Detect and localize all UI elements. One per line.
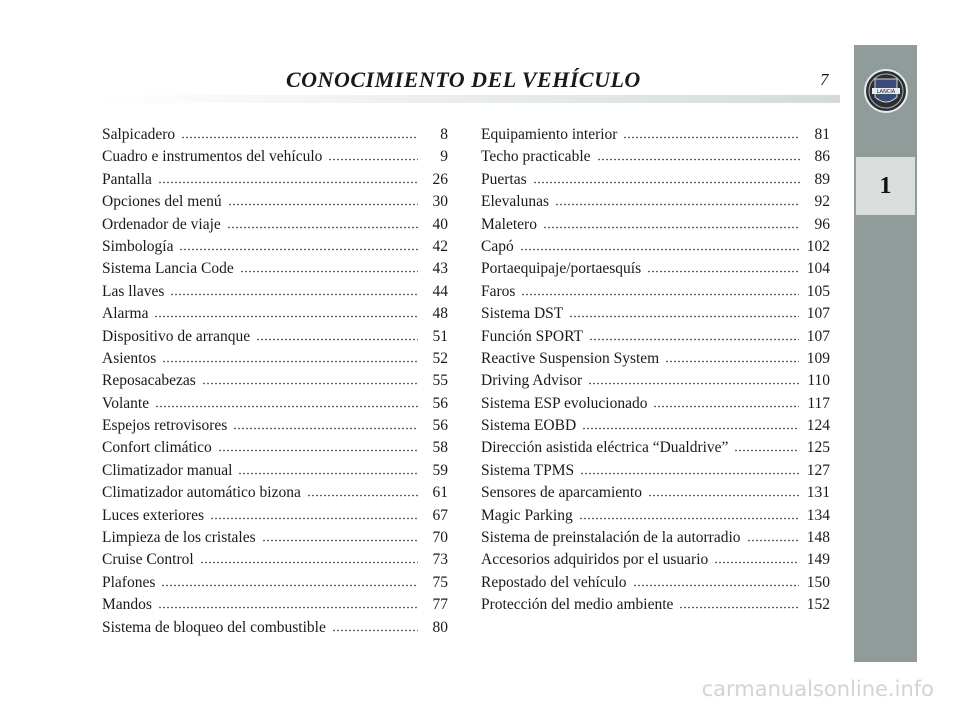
toc-entry-page: 117 <box>807 394 830 412</box>
toc-entry-label: Confort climático <box>102 439 212 457</box>
toc-entry <box>102 258 448 280</box>
toc-entry-label: Techo practicable <box>481 148 591 166</box>
toc-entry-label: Las llaves <box>102 282 165 300</box>
toc-entry-label: Magic Parking <box>481 506 573 524</box>
toc-entry-page: 92 <box>814 193 830 211</box>
toc-entry-page: 42 <box>432 237 448 255</box>
toc-entry-page: 44 <box>432 282 448 300</box>
toc-entry-label: Luces exteriores <box>102 506 204 524</box>
toc-entry <box>102 214 448 236</box>
dot-leader <box>588 371 799 385</box>
dot-leader <box>202 371 418 385</box>
toc-entry-page: 131 <box>806 484 830 502</box>
toc-entry-label: Sistema de preinstalación de la autorradio <box>481 529 741 547</box>
toc-entry-page: 9 <box>440 148 448 166</box>
dot-leader <box>240 259 418 273</box>
toc-entry <box>102 169 448 191</box>
toc-entry <box>481 505 830 527</box>
toc-entry-label: Alarma <box>102 305 149 323</box>
dot-leader <box>200 550 418 564</box>
toc-entry-label: Sistema DST <box>481 305 564 323</box>
toc-entry-label: Asientos <box>102 349 157 367</box>
toc-entry <box>481 482 830 504</box>
toc-entry-label: Repostado del vehículo <box>481 573 627 591</box>
dot-leader <box>210 506 418 520</box>
toc-entry-page: 148 <box>806 529 830 547</box>
toc-entry-label: Climatizador manual <box>102 461 233 479</box>
toc-entry-page: 150 <box>806 573 830 591</box>
toc-entry-label: Volante <box>102 394 150 412</box>
toc-entry <box>481 415 830 437</box>
dot-leader <box>582 416 799 430</box>
toc-entry <box>102 348 448 370</box>
toc-entry-page: 110 <box>807 372 830 390</box>
toc-entry-label: Capó <box>481 237 514 255</box>
toc-entry <box>481 326 830 348</box>
dot-leader <box>679 595 798 609</box>
toc-entry <box>481 258 830 280</box>
toc-entry-label: Dispositivo de arranque <box>102 327 251 345</box>
toc-entry-page: 67 <box>432 506 448 524</box>
dot-leader <box>734 438 798 452</box>
toc-entry-label: Mandos <box>102 596 152 614</box>
toc-entry-page: 55 <box>432 372 448 390</box>
dot-leader <box>307 483 418 497</box>
header-rule <box>100 95 840 103</box>
toc-entry-page: 77 <box>432 596 448 614</box>
toc-entry-page: 70 <box>432 529 448 547</box>
dot-leader <box>179 237 418 251</box>
toc-entry-label: Pantalla <box>102 170 152 188</box>
page-title: CONOCIMIENTO DEL VEHÍCULO <box>286 67 641 92</box>
chapter-number: 1 <box>856 157 915 215</box>
toc-entry <box>102 393 448 415</box>
dot-leader <box>665 349 799 363</box>
toc-entry-page: 105 <box>806 282 830 300</box>
toc-entry-page: 102 <box>806 237 830 255</box>
dot-leader <box>569 304 799 318</box>
page-number: 7 <box>820 70 829 89</box>
dot-leader <box>158 595 418 609</box>
toc-entry-page: 107 <box>806 305 830 323</box>
dot-leader <box>332 618 418 632</box>
toc-entry-label: Sistema Lancia Code <box>102 260 234 278</box>
dot-leader <box>653 394 799 408</box>
dot-leader <box>623 125 800 139</box>
toc-entry-page: 124 <box>806 417 830 435</box>
dot-leader <box>238 461 418 475</box>
toc-entry-page: 51 <box>432 327 448 345</box>
toc-entry-label: Plafones <box>102 573 156 591</box>
toc-entry-page: 104 <box>806 260 830 278</box>
toc-entry-page: 89 <box>814 170 830 188</box>
toc-right-column <box>481 124 830 617</box>
toc-entry-label: Sistema de bloqueo del combustible <box>102 618 326 636</box>
toc-entry-page: 127 <box>806 461 830 479</box>
lancia-logo-icon <box>863 67 909 115</box>
toc-entry <box>481 214 830 236</box>
toc-entry <box>102 326 448 348</box>
toc-entry <box>102 281 448 303</box>
dot-leader <box>648 483 799 497</box>
dot-leader <box>256 327 418 341</box>
toc-entry-label: Maletero <box>481 215 537 233</box>
toc-entry-page: 59 <box>432 461 448 479</box>
dot-leader <box>154 304 418 318</box>
toc-entry-page: 58 <box>432 439 448 457</box>
toc-entry-label: Cuadro e instrumentos del vehículo <box>102 148 323 166</box>
toc-entry-label: Reposacabezas <box>102 372 196 390</box>
dot-leader <box>579 506 799 520</box>
dot-leader <box>328 147 418 161</box>
toc-entry <box>481 460 830 482</box>
svg-text:LANCIA: LANCIA <box>876 89 896 95</box>
dot-leader <box>170 282 418 296</box>
dot-leader <box>218 438 418 452</box>
toc-entry-page: 134 <box>806 506 830 524</box>
toc-entry-page: 30 <box>432 193 448 211</box>
toc-entry-page: 109 <box>806 349 830 367</box>
toc-entry-page: 56 <box>432 394 448 412</box>
dot-leader <box>228 192 418 206</box>
toc-entry <box>481 146 830 168</box>
dot-leader <box>714 550 798 564</box>
toc-entry <box>481 393 830 415</box>
toc-entry <box>102 146 448 168</box>
watermark: carmanualsonline.info <box>701 677 934 701</box>
toc-entry-label: Accesorios adquiridos por el usuario <box>481 551 709 569</box>
toc-entry-label: Driving Advisor <box>481 372 583 390</box>
toc-entry <box>481 169 830 191</box>
dot-leader <box>555 192 800 206</box>
toc-entry-label: Dirección asistida eléctrica “Dualdrive” <box>481 439 729 457</box>
toc-entry <box>481 594 830 616</box>
toc-entry <box>102 549 448 571</box>
toc-entry <box>481 124 830 146</box>
toc-entry <box>102 527 448 549</box>
toc-entry-page: 43 <box>432 260 448 278</box>
toc-entry <box>481 370 830 392</box>
dot-leader <box>181 125 418 139</box>
dot-leader <box>633 573 799 587</box>
toc-entry-label: Elevalunas <box>481 193 550 211</box>
toc-left-column <box>102 124 448 639</box>
toc-entry-label: Espejos retrovisores <box>102 417 228 435</box>
dot-leader <box>533 170 800 184</box>
toc-entry <box>481 572 830 594</box>
toc-entry-page: 48 <box>432 305 448 323</box>
toc-entry-label: Puertas <box>481 170 527 188</box>
toc-entry-page: 8 <box>440 126 448 143</box>
toc-entry-page: 73 <box>432 551 448 569</box>
toc-entry <box>481 549 830 571</box>
toc-entry <box>481 191 830 213</box>
chapter-side-tab <box>854 45 917 662</box>
toc-entry-label: Faros <box>481 282 516 300</box>
toc-entry <box>481 348 830 370</box>
toc-entry-label: Salpicadero <box>102 126 176 143</box>
toc-entry <box>102 594 448 616</box>
toc-entry <box>481 303 830 325</box>
toc-entry-page: 61 <box>432 484 448 502</box>
toc-entry <box>102 482 448 504</box>
dot-leader <box>162 349 418 363</box>
toc-entry-page: 107 <box>806 327 830 345</box>
toc-entry-label: Cruise Control <box>102 551 194 569</box>
toc-entry <box>481 281 830 303</box>
dot-leader <box>521 282 798 296</box>
toc-entry-label: Equipamiento interior <box>481 126 618 143</box>
toc-entry-page: 26 <box>432 170 448 188</box>
dot-leader <box>543 215 800 229</box>
toc-entry-label: Protección del medio ambiente <box>481 596 674 614</box>
toc-entry-label: Opciones del menú <box>102 193 222 211</box>
toc-entry-page: 149 <box>806 551 830 569</box>
toc-entry <box>481 527 830 549</box>
toc-entry-page: 75 <box>432 573 448 591</box>
dot-leader <box>580 461 799 475</box>
toc-entry-label: Limpieza de los cristales <box>102 529 256 547</box>
toc-entry-page: 96 <box>814 215 830 233</box>
dot-leader <box>589 327 799 341</box>
dot-leader <box>158 170 418 184</box>
toc-entry <box>102 505 448 527</box>
dot-leader <box>597 147 801 161</box>
toc-entry-label: Ordenador de viaje <box>102 215 221 233</box>
toc-entry <box>102 415 448 437</box>
toc-entry <box>102 617 448 639</box>
toc-entry-label: Simbología <box>102 237 174 255</box>
toc-entry-page: 56 <box>432 417 448 435</box>
toc-entry-page: 80 <box>432 618 448 636</box>
toc-entry-label: Reactive Suspension System <box>481 349 660 367</box>
dot-leader <box>262 528 418 542</box>
toc-entry <box>102 370 448 392</box>
toc-entry-page: 81 <box>814 126 830 143</box>
dot-leader <box>155 394 418 408</box>
toc-entry <box>102 303 448 325</box>
toc-entry <box>102 437 448 459</box>
dot-leader <box>647 259 799 273</box>
toc-entry <box>102 460 448 482</box>
toc-entry-page: 52 <box>432 349 448 367</box>
dot-leader <box>161 573 418 587</box>
toc-entry <box>481 236 830 258</box>
dot-leader <box>227 215 418 229</box>
toc-entry-page: 125 <box>806 439 830 457</box>
toc-entry-label: Climatizador automático bizona <box>102 484 301 502</box>
toc-entry-label: Función SPORT <box>481 327 583 345</box>
toc-entry-label: Portaequipaje/portaesquís <box>481 260 642 278</box>
dot-leader <box>520 237 799 251</box>
dot-leader <box>233 416 418 430</box>
toc-entry-page: 40 <box>432 215 448 233</box>
toc-entry-label: Sistema EOBD <box>481 417 577 435</box>
toc-entry <box>102 191 448 213</box>
toc-entry-label: Sistema ESP evolucionado <box>481 394 648 412</box>
toc-entry-page: 152 <box>806 596 830 614</box>
dot-leader <box>747 528 799 542</box>
toc-entry <box>102 236 448 258</box>
toc-entry <box>102 124 448 146</box>
toc-entry-label: Sistema TPMS <box>481 461 575 479</box>
toc-entry <box>481 437 830 459</box>
toc-entry <box>102 572 448 594</box>
toc-entry-label: Sensores de aparcamiento <box>481 484 642 502</box>
toc-entry-page: 86 <box>814 148 830 166</box>
